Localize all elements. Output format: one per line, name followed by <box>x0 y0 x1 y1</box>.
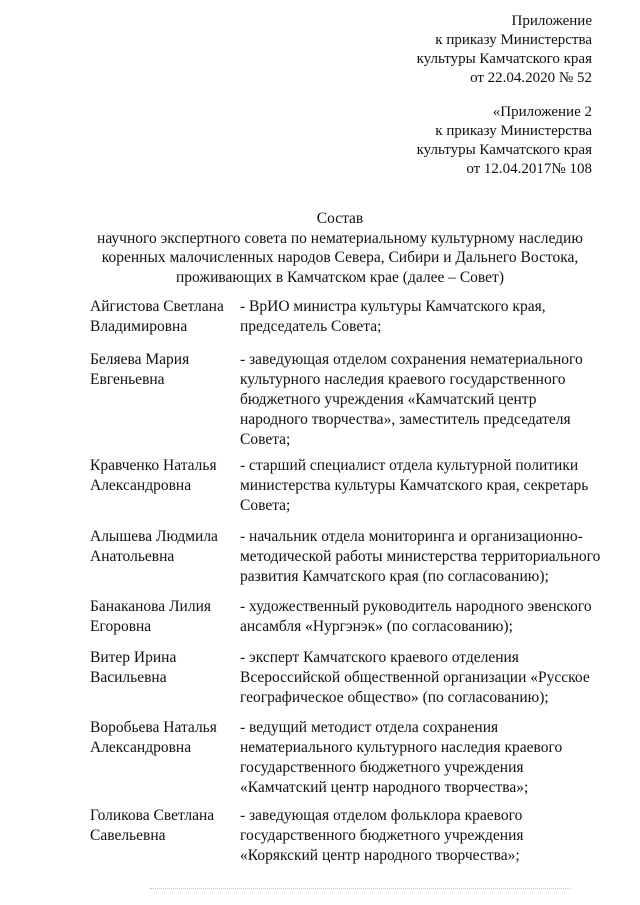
member-role-line: министерства культуры Камчатского края, секретарь <box>240 477 589 494</box>
member-role-line: народного творчества», заместитель председателя <box>240 411 571 428</box>
member-name-line: Беляева Мария <box>90 351 190 368</box>
member-role-line: бюджетного учреждения «Камчатский центр <box>240 391 537 408</box>
member-name <box>90 297 236 337</box>
member-role-line: - начальник отдела мониторинга и организационно- <box>240 528 583 545</box>
member-name-line: Васильевна <box>90 669 167 686</box>
member-role-line: развития Камчатского края (по согласованию); <box>240 568 549 585</box>
member-role-line: государственного бюджетного учреждения <box>240 827 524 844</box>
member-name <box>90 597 236 637</box>
member-name-line: Айгистова Светлана <box>90 298 224 315</box>
member-name-line: Голикова Светлана <box>90 807 215 824</box>
member-role-line: председатель Совета; <box>240 318 382 335</box>
member-role-line: - заведующая отделом фольклора краевого <box>240 807 523 824</box>
member-role-line: - эксперт Камчатского краевого отделения <box>240 649 519 666</box>
member-role-line: Совета; <box>240 497 291 514</box>
member-name <box>90 806 236 846</box>
annex-original-line: к приказу Министерства <box>435 123 592 139</box>
member-name-line: Егоровна <box>90 618 152 635</box>
member-role <box>240 350 600 450</box>
member-name-line: Кравченко Наталья <box>90 457 217 474</box>
title-line: коренных малочисленных народов Севера, Сибири и Дальнего Востока, <box>101 249 579 266</box>
annex-header-line: к приказу Министерства <box>435 32 592 48</box>
title-line: научного экспертного совета по нематериальному культурному наследию <box>97 229 583 247</box>
member-name-line: Владимировна <box>90 318 188 335</box>
member-name-line: Витер Ирина <box>90 649 177 666</box>
member-role <box>240 597 600 637</box>
member-role-line: - заведующая отделом сохранения нематериального <box>240 351 583 368</box>
member-name <box>90 456 236 496</box>
page-edge-line <box>150 888 570 889</box>
member-name <box>90 648 236 688</box>
member-role-line: географическое общество» (по согласованию); <box>240 689 549 706</box>
member-role-line: нематериального культурного наследия краевого <box>240 739 563 756</box>
member-role-line: - ВрИО министра культуры Камчатского края, <box>240 298 546 315</box>
annex-original-line: культуры Камчатского края <box>416 142 592 158</box>
member-name-line: Александровна <box>90 477 192 494</box>
annex-original-line: «Приложение 2 <box>492 104 592 120</box>
member-role <box>240 648 600 708</box>
member-name-line: Анатольевна <box>90 548 175 565</box>
member-role-line: «Камчатский центр народного творчества»; <box>240 779 529 796</box>
member-role-line: методической работы министерства территориального <box>240 548 601 565</box>
document-title <box>90 209 590 287</box>
member-role <box>240 718 600 798</box>
member-name-line: Савельевна <box>90 827 166 844</box>
annex-original-line: от 12.04.2017№ 108 <box>466 161 592 177</box>
annex-header-line: культуры Камчатского края <box>416 51 592 67</box>
member-role <box>240 297 600 337</box>
member-role-line: культурного наследия краевого государственного <box>240 371 566 388</box>
member-role <box>240 456 600 516</box>
member-name-line: Евгеньевна <box>90 371 165 388</box>
member-role-line: ансамбля «Нургэнэк» (по согласованию); <box>240 618 513 635</box>
annex-original-header <box>417 103 592 179</box>
member-role-line: государственного бюджетного учреждения <box>240 759 524 776</box>
member-role <box>240 806 600 866</box>
annex-header-line: от 22.04.2020 № 52 <box>470 70 592 86</box>
title-line: проживающих в Камчатском крае (далее – Совет) <box>176 268 504 286</box>
member-role-line: - ведущий методист отдела сохранения <box>240 719 499 736</box>
member-role <box>240 527 600 587</box>
member-role-line: - старший специалист отдела культурной политики <box>240 457 579 474</box>
member-name <box>90 350 236 390</box>
member-role-line: «Корякский центр народного творчества»; <box>240 847 520 864</box>
member-role-line: Всероссийской общественной организации «Русское <box>240 669 590 686</box>
title-heading: Состав <box>316 210 364 227</box>
member-role-line: Совета; <box>240 431 291 448</box>
member-name-line: Банаканова Лилия <box>90 598 212 615</box>
member-name-line: Воробьева Наталья <box>90 719 217 736</box>
annex-header <box>417 12 592 88</box>
annex-header-line: Приложение <box>511 13 592 29</box>
member-name-line: Алышева Людмила <box>90 528 218 545</box>
member-name <box>90 527 236 567</box>
member-role-line: - художественный руководитель народного эвенского <box>240 598 592 615</box>
member-name-line: Александровна <box>90 739 192 756</box>
member-name <box>90 718 236 758</box>
